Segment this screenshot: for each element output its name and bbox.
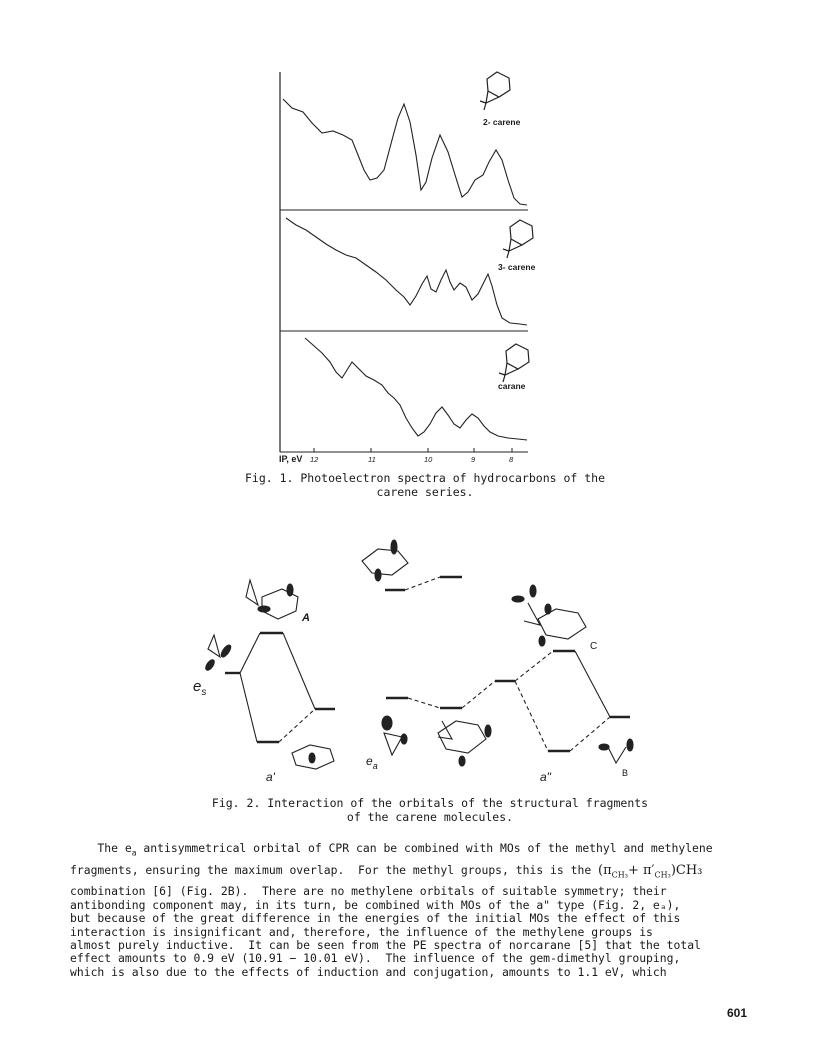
symmetry-label-a-double-prime: a" [540, 770, 551, 784]
symmetry-label-a-prime: a' [266, 770, 275, 784]
text-line: but because of the great difference in the energies of the initial MOs the effect of this [70, 911, 681, 926]
spectrum-carane [305, 338, 527, 440]
tick-label: 11 [368, 455, 376, 464]
correlation-lines [240, 577, 610, 751]
2-carene-structure [480, 72, 510, 110]
figure-2 [0, 525, 816, 795]
axis-label: IP, eV [279, 454, 303, 464]
tick-label: 10 [424, 455, 433, 464]
fragment-label-a: A [302, 612, 310, 624]
tick-label: 8 [509, 455, 514, 464]
spectrum-label-2-carene: 2- carene [483, 117, 521, 127]
figure-1 [0, 0, 816, 470]
text-line: which is also due to the effects of induction and conjugation, amounts to 1.1 eV, which [70, 964, 667, 979]
spectrum-2-carene [283, 99, 527, 205]
3-carene-structure [503, 220, 533, 258]
fragment-ring-center-sketch [438, 721, 491, 766]
fragment-ring-lower-sketch [292, 745, 334, 769]
text-line: antibonding component may, in its turn, be combined with MOs of the a" type (Fig. 2, eₐ), [70, 897, 681, 912]
text-line: almost purely inductive. It can be seen from the PE spectra of norcarane [5] that the total [70, 937, 701, 952]
fragment-label-c: C [590, 641, 598, 652]
tick-label: 12 [310, 455, 319, 464]
carane-structure [499, 344, 529, 382]
fragment-top-ring-sketch [362, 540, 408, 581]
level-label-e-s: $e_s$ [193, 678, 207, 698]
text-line: effect amounts to 0.9 eV (10.91 − 10.01 eV). The influence of the gem-dimethyl grouping, [70, 951, 681, 966]
figure-1-caption: Fig. 1. Photoelectron spectra of hydrocarbons of the carene series. [244, 471, 606, 499]
figure-2-caption: Fig. 2. Interaction of the orbitals of the structural fragments of the carene molecules. [211, 796, 649, 824]
spectrum-label-3-carene: 3- carene [498, 262, 536, 272]
figure-1-svg [0, 0, 816, 470]
text-line: The $e_a$ antisymmetrical orbital of CPR can be combined with MOs of the methyl and methylene [70, 841, 713, 858]
figure-2-svg [0, 525, 816, 795]
fragment-b-sketch [599, 739, 633, 763]
spectrum-label-carane: carane [498, 381, 526, 391]
spectrum-3-carene [286, 218, 527, 325]
body-paragraph [70, 842, 770, 979]
text-line: fragments, ensuring the maximum overlap. For the methyl groups, this is the $(\pi_{CH_3}+ \pi'_{CH_3})CH_3$ [70, 862, 703, 880]
tick-label: 9 [471, 455, 476, 464]
text-line: interaction is insignificant and, therefore, the influence of the methylene groups is [70, 924, 653, 939]
axis-ticks [314, 448, 512, 452]
text-line: combination [6] (Fig. 2B). There are no methylene orbitals of suitable symmetry; their [70, 884, 667, 899]
fragment-a-sketch [246, 580, 298, 619]
fragment-label-b: B [622, 768, 629, 778]
fragment-c-sketch [512, 585, 586, 646]
fragment-e-s-sketch [204, 635, 232, 672]
level-label-e-a: $e_a$ [366, 754, 378, 771]
fragment-e-a-sketch [382, 716, 407, 755]
page-number: 601 [727, 1006, 748, 1020]
